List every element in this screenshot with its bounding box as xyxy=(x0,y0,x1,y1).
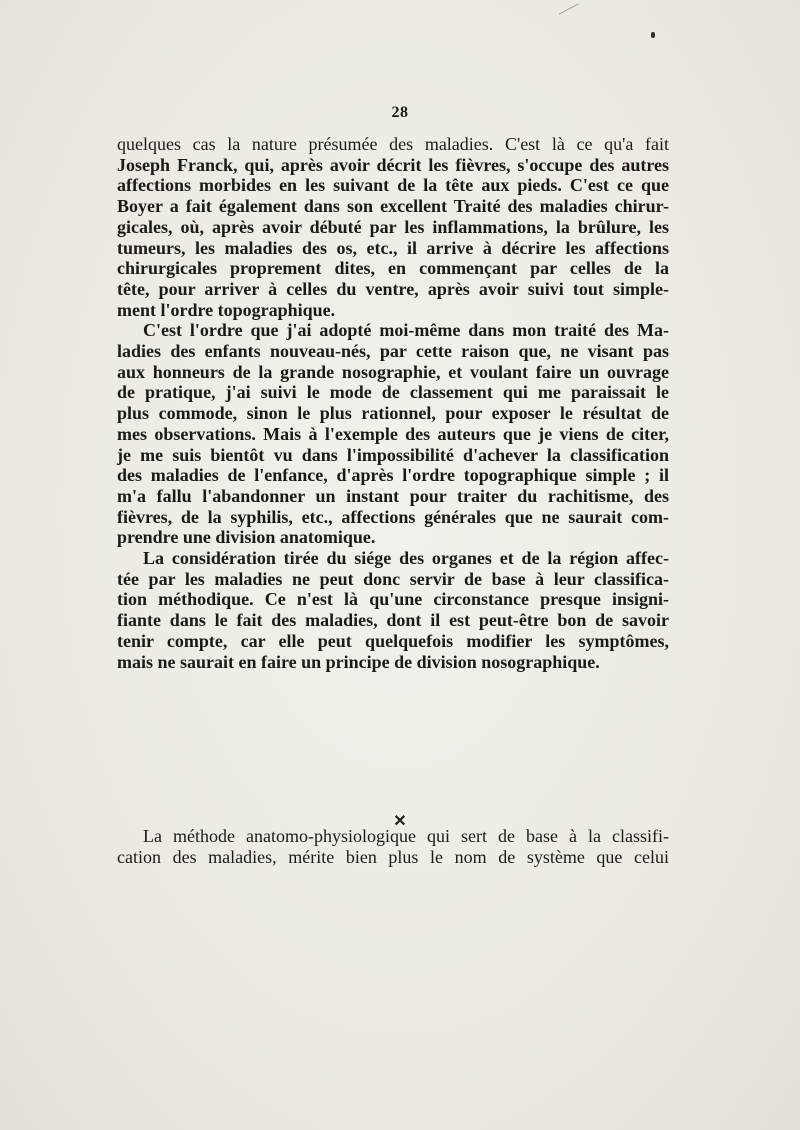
text-line: mais ne saurait en faire un principe de division nosographique. xyxy=(117,651,600,672)
text-line: tenir compte, car elle peut quelquefois modifier les symptômes, xyxy=(117,630,669,651)
text-line: ment l'ordre topographique. xyxy=(117,299,336,320)
text-line: plus commode, sinon le plus rationnel, pour exposer le résultat de xyxy=(117,403,669,424)
pencil-mark xyxy=(559,3,584,23)
ink-spot xyxy=(651,32,655,38)
text-line: tion méthodique. Ce n'est là qu'une circonstance presque insigni- xyxy=(117,589,669,610)
text-line: C'est l'ordre que j'ai adopté moi-même dans mon traité des Ma- xyxy=(143,320,669,341)
text-line: gicales, où, après avoir débuté par les inflammations, la brûlure, les xyxy=(117,216,669,237)
text-line: des maladies de l'enfance, d'après l'ordre topographique simple ; il xyxy=(117,465,669,486)
text-line: Joseph Franck, qui, après avoir décrit les fièvres, s'occupe des autres xyxy=(117,154,669,175)
text-line: quelques cas la nature présumée des maladies. C'est là ce qu'a fait xyxy=(117,134,669,154)
text-line: fiante dans le fait des maladies, dont il est peut-être bon de savoir xyxy=(117,610,669,631)
text-line: tête, pour arriver à celles du ventre, après avoir suivi tout simple- xyxy=(117,278,669,299)
page-number: 28 xyxy=(391,104,409,121)
text-line: je me suis bientôt vu dans l'impossibilité d'achever la classification xyxy=(117,444,669,465)
text-line: mes observations. Mais à l'exemple des auteurs que je viens de citer, xyxy=(117,423,669,444)
main-text-block xyxy=(117,134,669,672)
text-line: de pratique, j'ai suivi le mode de classement qui me paraissait le xyxy=(117,382,669,403)
text-line: tumeurs, les maladies des os, etc., il arrive à décrire les affections xyxy=(117,237,669,258)
text-line: m'a fallu l'abandonner un instant pour traiter du rachitisme, des xyxy=(117,485,669,506)
text-line: prendre une division anatomique. xyxy=(117,527,376,548)
text-line: La considération tirée du siége des organes et de la région affec- xyxy=(143,548,669,569)
text-line: tée par les maladies ne peut donc servir de base à leur classifica- xyxy=(117,568,669,589)
text-line: ladies des enfants nouveau-nés, par cette raison que, ne visant pas xyxy=(117,341,669,362)
text-line: cation des maladies, mérite bien plus le nom de système que celui xyxy=(117,846,669,867)
bottom-text-block xyxy=(117,826,669,867)
ornament-mark: ✕ xyxy=(393,813,407,830)
text-line: La méthode anatomo-physiologique qui sert de base à la classifi- xyxy=(143,826,669,846)
text-line: fièvres, de la syphilis, etc., affections générales que ne saurait com- xyxy=(117,506,669,527)
text-line: aux honneurs de la grande nosographie, et voulant faire un ouvrage xyxy=(117,361,669,382)
text-line: affections morbides en les suivant de la tête aux pieds. C'est ce que xyxy=(117,175,669,196)
text-line: Boyer a fait également dans son excellent Traité des maladies chirur- xyxy=(117,196,669,217)
text-line: chirurgicales proprement dites, en commençant par celles de la xyxy=(117,258,669,279)
